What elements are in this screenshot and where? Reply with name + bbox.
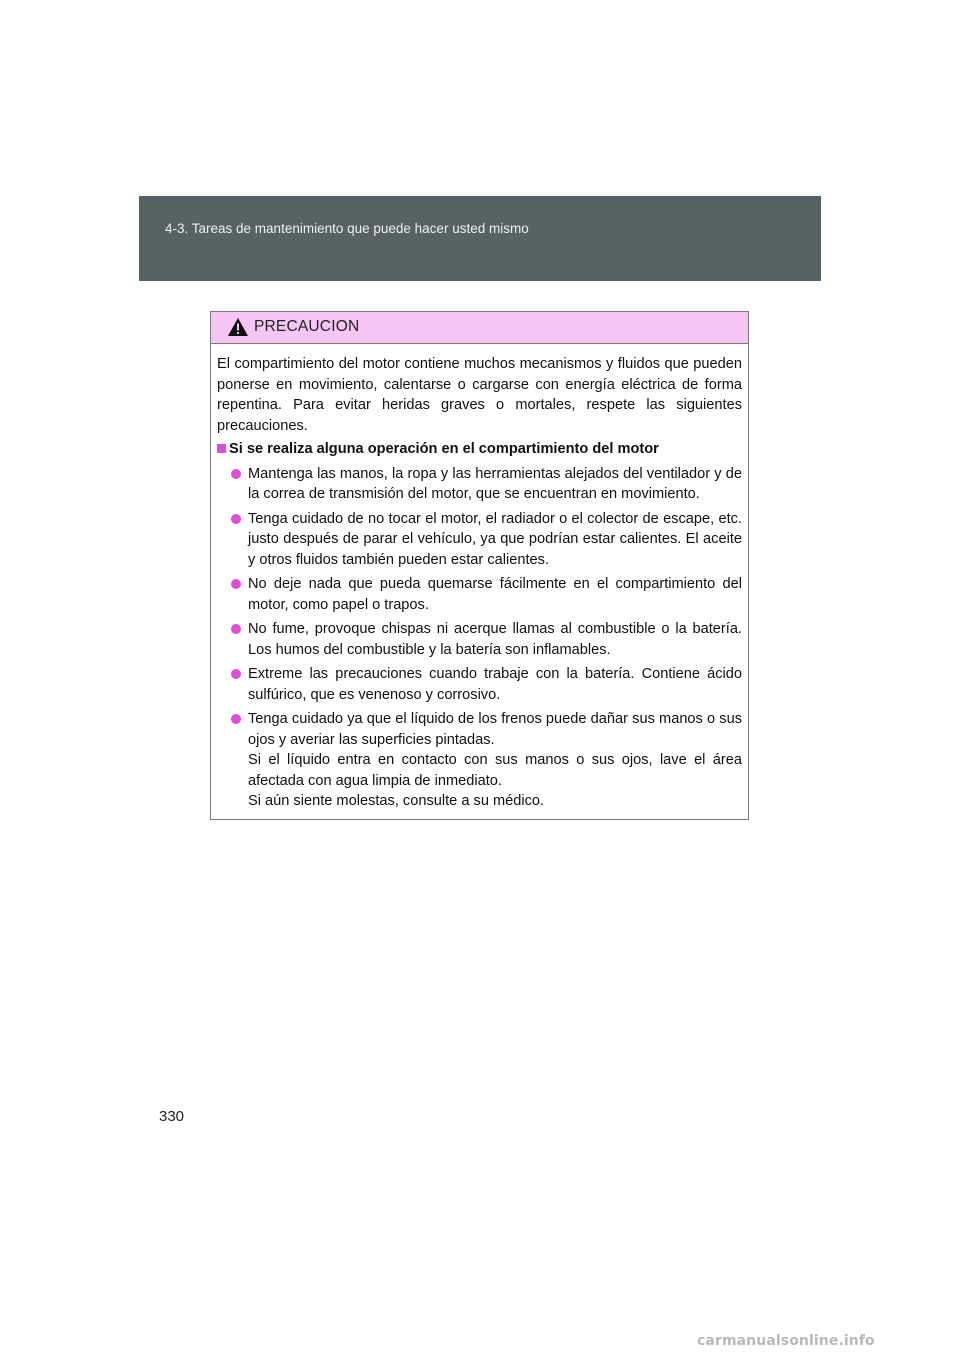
section-title-text: Si se realiza alguna operación en el compartimiento del motor <box>229 441 659 457</box>
warning-header <box>211 312 748 344</box>
watermark: carmanualsonline.info <box>697 1333 875 1349</box>
warning-box <box>210 311 749 820</box>
page-number: 330 <box>159 1108 185 1125</box>
precaution-item <box>217 709 742 812</box>
circle-bullet-icon <box>231 579 241 589</box>
precaution-text: Si el líquido entra en contacto con sus manos o sus ojos, lave el área afectada con agua limpia de inmediato. <box>248 752 742 789</box>
precaution-item <box>217 574 742 615</box>
precaution-item <box>217 509 742 571</box>
warning-triangle-icon <box>227 317 249 337</box>
precaution-text: Extreme las precauciones cuando trabaje con la batería. Contiene ácido sulfúrico, que es venenoso y corrosivo. <box>248 666 742 703</box>
warning-body <box>211 344 748 812</box>
warning-intro: El compartimiento del motor contiene muchos mecanismos y fluidos que pueden ponerse en movimiento, calentarse o cargarse con energía eléctrica de forma repentina. Para evitar heridas graves o mortales, respete las siguientes precauciones. <box>217 356 742 434</box>
precaution-text: No deje nada que pueda quemarse fácilmente en el compartimiento del motor, como papel o trapos. <box>248 576 742 613</box>
chapter-title: 4-3. Tareas de mantenimiento que puede hacer usted mismo <box>165 221 529 236</box>
section-title <box>217 439 742 460</box>
circle-bullet-icon <box>231 624 241 634</box>
circle-bullet-icon <box>231 669 241 679</box>
precaution-text: Tenga cuidado ya que el líquido de los frenos puede dañar sus manos o sus ojos y averiar las superficies pintadas. <box>248 711 742 748</box>
precaution-text: Si aún siente molestas, consulte a su médico. <box>248 793 545 809</box>
circle-bullet-icon <box>231 514 241 524</box>
precaution-item <box>217 619 742 660</box>
precaution-text: Mantenga las manos, la ropa y las herramientas alejados del ventilador y de la correa de transmisión del motor, que se encuentran en movimiento. <box>248 465 742 502</box>
chapter-header <box>139 196 821 281</box>
warning-label: PRECAUCION <box>254 318 360 335</box>
precaution-item <box>217 664 742 705</box>
precaution-item <box>217 464 742 505</box>
precaution-text: Tenga cuidado de no tocar el motor, el radiador o el colector de escape, etc. justo después de parar el vehículo, ya que podrían estar calientes. El aceite y otros fluidos también pueden estar calientes. <box>248 510 742 568</box>
circle-bullet-icon <box>231 469 241 479</box>
precaution-list <box>217 464 742 812</box>
square-bullet-icon <box>217 444 226 453</box>
precaution-text: No fume, provoque chispas ni acerque llamas al combustible o la batería. Los humos del combustible y la batería son inflamables. <box>248 621 742 658</box>
circle-bullet-icon <box>231 714 241 724</box>
